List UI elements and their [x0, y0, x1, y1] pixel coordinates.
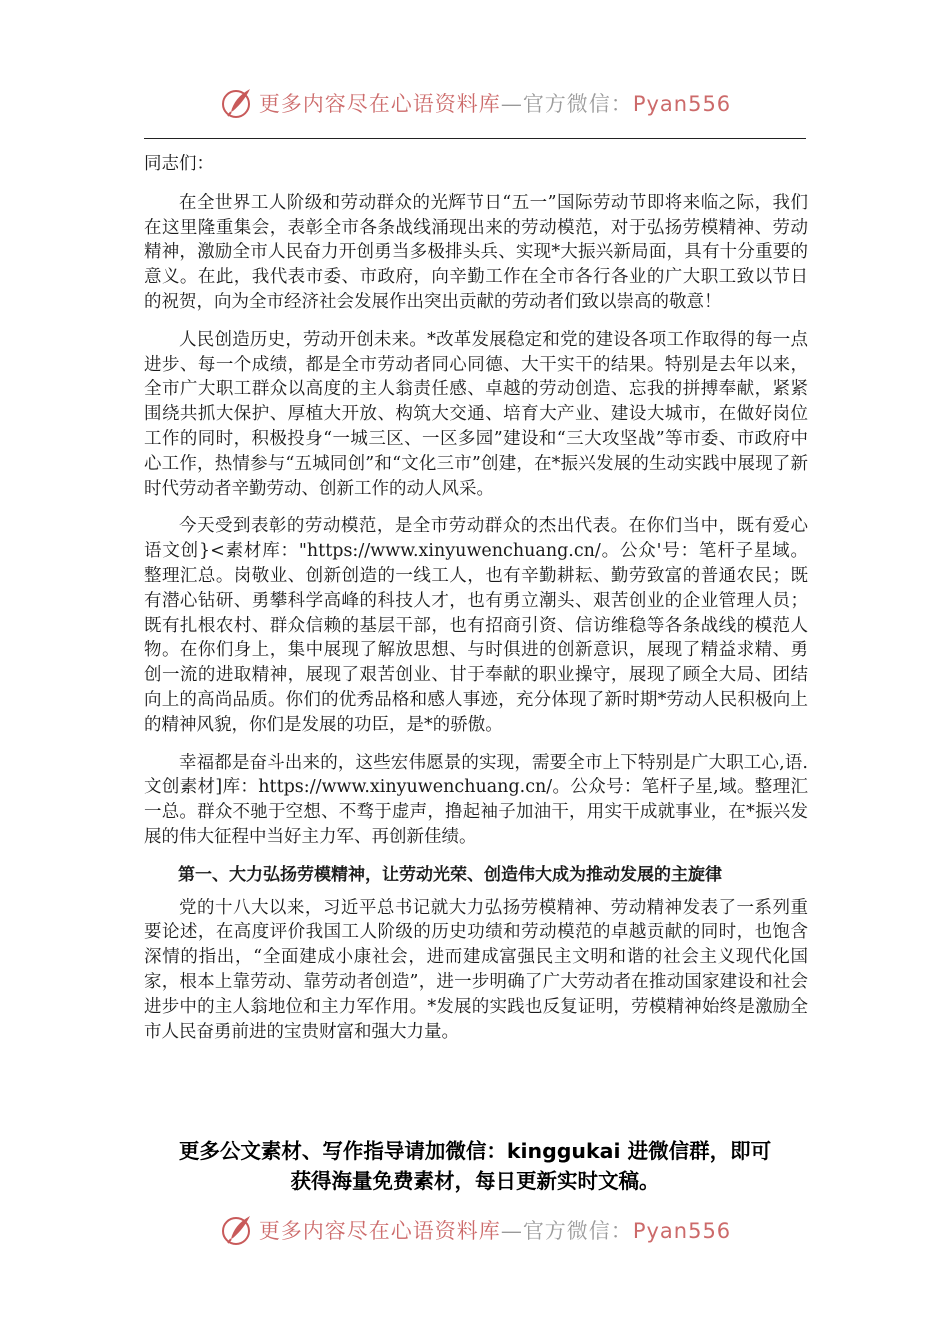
paragraph-1: 在全世界工人阶级和劳动群众的光辉节日“五一”国际劳动节即将来临之际，我们在这里隆重集会，表彰全市各条战线涌现出来的劳动模范，对于弘扬劳模精神、劳动精神，激励全市人民奋力开创勇当多极排头兵、实现*大振兴新局面，具有十分重要的意义。在此，我代表市委、市政府，向辛勤工作在全市各行各业的广大职工致以节日的祝贺，向为全市经济社会发展作出突出贡献的劳动者们致以崇高的敬意！ — [144, 192, 808, 312]
paragraph-3: 今天受到表彰的劳动模范，是全市劳动群众的杰出代表。在你们当中，既有爱心语文创}<素材库："https://www.xinyuwenchuang.cn/。公众'号：笔杆子星域。整理汇总。岗敬业、创新创造的一线工人，也有辛勤耕耘、勤劳致富的普通农民；既有潜心钻研、勇攀科学高峰的科技人才，也有勇立潮头、艰苦创业的企业管理人员；既有扎根农村、群众信赖的基层干部，也有招商引资、信访维稳等各条战线的模范人物。在你们身上，集中展现了解放思想、与时俱进的创新意识，展现了精益求精、勇创一流的进取精神，展现了艰苦创业、甘于奉献的职业操守，展现了顾全大局、团结向上的高尚品质。你们的优秀品格和感人事迹，充分体现了新时期*劳动人民积极向上的精神风貌，你们是发展的功臣，是*的骄傲。 — [144, 516, 808, 735]
header-banner — [0, 78, 950, 128]
banner-dash: — — [500, 92, 523, 116]
quill-logo-icon — [219, 85, 255, 121]
promo-line-1: 更多公文素材、写作指导请加微信：kinggukai 进微信群，即可 — [178, 1139, 772, 1163]
footer-banner — [0, 1205, 950, 1255]
paragraph-4: 幸福都是奋斗出来的，这些宏伟愿景的实现，需要全市上下特别是广大职工心,语.文创素材]库：https://www.xinyuwenchuang.cn/。公众号：笔杆子星,域。整理汇一总。群众不驰于空想、不骛于虚声，撸起袖子加油干，用实干成就事业，在*振兴发展的伟大征程中当好主力军、再创新佳绩。 — [144, 752, 808, 847]
quill-logo-icon — [219, 1212, 255, 1248]
banner-dash: — — [500, 1219, 523, 1243]
promo-line-2: 获得海量免费素材，每日更新实时文稿。 — [290, 1169, 660, 1193]
section-heading: 第一、大力弘扬劳模精神，让劳动光荣、创造伟大成为推动发展的主旋律 — [178, 864, 722, 885]
header-divider — [144, 138, 806, 139]
greeting: 同志们： — [144, 154, 214, 174]
section-paragraph: 党的十八大以来，习近平总书记就大力弘扬劳模精神、劳动精神发表了一系列重要论述，在高度评价我国工人阶级的历史功绩和劳动模范的卓越贡献的同时，也饱含深情的指出，“全面建成小康社会，进而建成富强民主文明和谐的社会主义现代化国家，根本上靠劳动、靠劳动者创造”，进一步明确了广大劳动者在推动国家建设和社会进步中的主人翁地位和主力军作用。*发展的实践也反复证明，劳模精神始终是激励全市人民奋勇前进的宝贵财富和强大力量。 — [144, 897, 808, 1042]
banner-prefix: 更多内容尽在心语资料库 — [258, 1219, 501, 1243]
banner-prefix: 更多内容尽在心语资料库 — [258, 92, 501, 116]
paragraph-2: 人民创造历史，劳动开创未来。*改革发展稳定和党的建设各项工作取得的每一点进步、每一个成绩，都是全市劳动者同心同德、大干实干的结果。特别是去年以来，全市广大职工群众以高度的主人翁责任感、卓越的劳动创造、忘我的拼搏奉献，紧紧围绕共抓大保护、厚植大开放、构筑大交通、培育大产业、建设大城市，在做好岗位工作的同时，积极投身“一城三区、一区多园”建设和“三大攻坚战”等市委、市政府中心工作，热情参与“五城同创”和“文化三市”创建，在*振兴发展的生动实践中展现了新时代劳动者辛勤劳动、创新工作的动人风采。 — [144, 329, 808, 499]
banner-wechat-id: Pyan556 — [632, 1219, 732, 1243]
banner-wechat-id: Pyan556 — [632, 92, 732, 116]
banner-label: 官方微信： — [522, 92, 633, 116]
banner-label: 官方微信： — [522, 1219, 633, 1243]
document-body — [144, 152, 808, 1057]
promo-notice — [120, 1136, 830, 1196]
